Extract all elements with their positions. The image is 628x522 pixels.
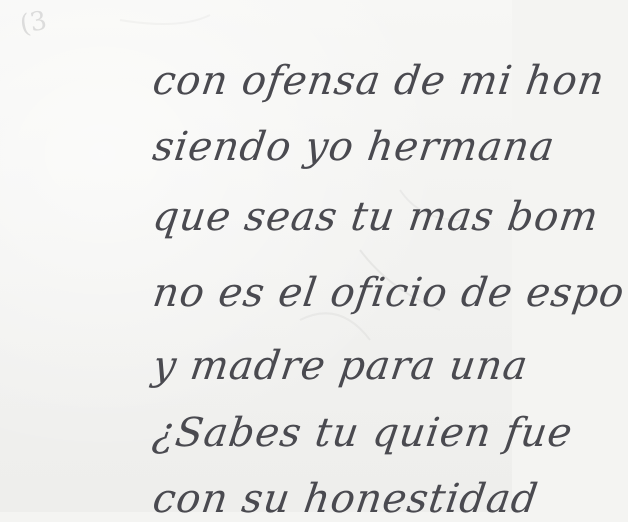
manuscript-line-4: no es el oficio de espo (150, 270, 628, 316)
manuscript-line-2: siendo yo hermana (150, 124, 558, 170)
manuscript-line-5: y madre para una (150, 343, 532, 389)
manuscript-line-6: ¿Sabes tu quien fue (150, 410, 576, 456)
corner-mark: (3 (17, 5, 50, 41)
manuscript-line-7: con su honestidad (150, 476, 542, 522)
manuscript-line-1: con ofensa de mi hon (150, 58, 608, 104)
manuscript-line-3: que seas tu mas bom (150, 194, 602, 240)
